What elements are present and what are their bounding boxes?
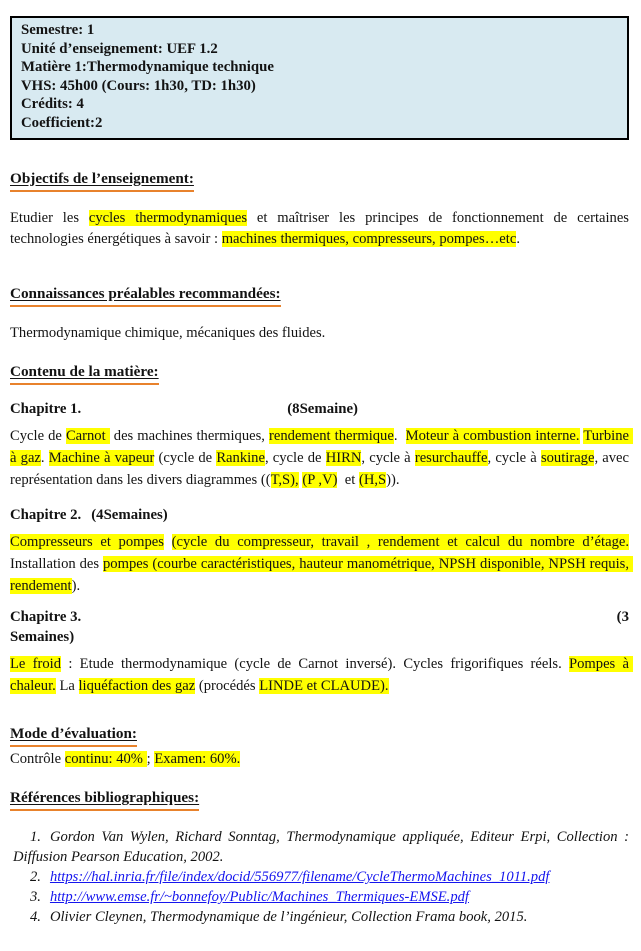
chapter-3-label: Chapitre 3. <box>10 608 82 625</box>
references-list <box>13 827 629 927</box>
text-run: Cycle de <box>10 427 66 444</box>
highlighted-text: liquéfaction des gaz <box>78 677 196 694</box>
text-run: La <box>55 677 79 694</box>
highlighted-text: Carnot <box>65 427 110 444</box>
heading-connaissances: Connaissances préalables recommandées: <box>10 284 281 307</box>
text-run: et <box>337 471 359 488</box>
section-objectifs <box>10 169 629 192</box>
reference-item-3 <box>13 887 629 907</box>
highlighted-text: pompes (courbe caractéristiques, hauteur manométrique, NPSH disponible, NPSH requis, rendement <box>10 556 633 594</box>
reference-text <box>50 909 527 925</box>
heading-contenu: Contenu de la matière: <box>10 362 159 385</box>
text-run: Contrôle <box>10 751 65 768</box>
objectifs-paragraph <box>10 208 633 252</box>
section-references <box>10 788 629 811</box>
chapter-1-paragraph <box>10 426 633 491</box>
highlighted-text: T,S), <box>270 471 299 488</box>
reference-number: 1. <box>30 829 41 846</box>
reference-item-4 <box>13 907 629 927</box>
highlighted-text: Compresseurs et pompes <box>10 534 164 551</box>
highlighted-text: Moteur à combustion interne. <box>405 427 580 444</box>
heading-objectifs: Objectifs de l’enseignement: <box>10 169 194 192</box>
highlighted-text: (H,S <box>358 471 387 488</box>
info-line-coefficient: Coefficient:2 <box>21 114 103 131</box>
highlighted-text: Rankine <box>216 449 265 466</box>
course-info-box <box>10 16 629 140</box>
highlighted-text: Machine à vapeur <box>48 449 155 466</box>
text-run: , cycle à <box>487 449 541 466</box>
reference-number: 3. <box>30 889 41 906</box>
evaluation-paragraph <box>10 749 629 771</box>
highlighted-text: Le froid <box>10 655 62 672</box>
chapter-2-duration: (4Semaines) <box>91 507 168 524</box>
connaissances-paragraph: Thermodynamique chimique, mécaniques des fluides. <box>10 325 326 342</box>
section-evaluation <box>10 724 629 747</box>
text-run: et maîtriser les principes de fonctionnement de certaines technologies énergétiques à savoir : <box>10 209 633 248</box>
text-run: , avec représentation dans les divers diagrammes (( <box>10 449 633 488</box>
chapter-1-duration: (8Semaine) <box>287 400 358 417</box>
text-run: Gordon Van Wylen, Richard Sonntag, Thermodynamique appliquée, Editeur Erpi, Collection : Diffusion Pearson Education, 2002. <box>13 829 629 866</box>
chapter-2-label: Chapitre 2. <box>10 507 82 524</box>
section-contenu <box>10 362 629 385</box>
highlighted-text: Turbine à gaz <box>10 427 633 466</box>
text-run: . <box>516 231 520 248</box>
text-run: , cycle de <box>264 449 326 466</box>
chapter-1-heading <box>10 399 629 419</box>
reference-item-2 <box>13 867 629 887</box>
reference-item-1 <box>13 827 629 867</box>
reference-number: 2. <box>30 869 41 886</box>
info-line-vhs: VHS: 45h00 (Cours: 1h30, TD: 1h30) <box>21 77 256 94</box>
text-run: ). <box>71 577 81 594</box>
chapter-1-label: Chapitre 1. <box>10 400 82 417</box>
highlighted-text: Examen: 60%. <box>154 751 241 768</box>
text-run: . <box>40 449 49 466</box>
highlighted-text: (cycle du compresseur, travail , rendement et calcul du nombre d’étage. <box>171 534 629 551</box>
info-line-matiere: Matière 1:Thermodynamique technique <box>21 59 274 76</box>
highlighted-text: soutirage <box>540 449 595 466</box>
text-run: , cycle à <box>361 449 415 466</box>
section-connaissances <box>10 284 629 307</box>
chapter-2-heading <box>10 505 629 525</box>
info-line-unite: Unité d’enseignement: UEF 1.2 <box>21 40 218 57</box>
chapter-2-paragraph <box>10 532 633 597</box>
chapter-3-paragraph <box>10 654 633 698</box>
chapter-3-heading <box>10 607 629 627</box>
highlighted-text: LINDE et CLAUDE). <box>259 677 389 694</box>
text-run: Etudier les <box>10 209 89 226</box>
text-run: . <box>393 427 406 444</box>
chapter-3-duration-open: (3 <box>616 608 629 625</box>
text-run: )). <box>386 471 400 488</box>
highlighted-text: (P ,V) <box>302 471 338 488</box>
info-line-semestre: Semestre: 1 <box>21 22 95 38</box>
highlighted-text: HIRN <box>325 449 362 466</box>
text-run <box>164 534 172 550</box>
reference-text <box>50 889 469 905</box>
text-run: Installation des <box>10 534 633 573</box>
reference-link[interactable]: https://hal.inria.fr/file/index/docid/556977/filename/CycleThermoMachines_1011.pdf <box>49 869 550 886</box>
highlighted-text: continu: 40% <box>64 751 147 768</box>
text-run: Olivier Cleynen, Thermodynamique de l’ingénieur, Collection Frama book, 2015. <box>49 909 528 926</box>
text-run: : Etude thermodynamique (cycle de Carnot inversé). Cycles frigorifiques réels. <box>61 655 570 672</box>
heading-references: Références bibliographiques: <box>10 788 199 811</box>
reference-text <box>50 869 550 885</box>
reference-text <box>13 829 629 865</box>
reference-number: 4. <box>30 909 41 926</box>
heading-evaluation: Mode d’évaluation: <box>10 724 137 747</box>
reference-link[interactable]: http://www.emse.fr/~bonnefoy/Public/Machines_Thermiques-EMSE.pdf <box>49 889 469 906</box>
highlighted-text: rendement thermique <box>269 427 394 444</box>
text-run: des machines thermiques, <box>109 427 270 444</box>
highlighted-text: resurchauffe <box>414 449 488 466</box>
highlighted-text: machines thermiques, compresseurs, pompes…etc <box>221 231 517 248</box>
text-run: ; <box>146 751 155 768</box>
highlighted-text: Pompes à chaleur. <box>10 655 633 694</box>
info-line-credits: Crédits: 4 <box>21 96 84 113</box>
text-run: (cycle de <box>154 449 217 466</box>
text-run: (procédés <box>195 677 260 694</box>
highlighted-text: cycles thermodynamiques <box>88 209 248 226</box>
chapter-3-duration-wrap: Semaines) <box>10 628 75 645</box>
